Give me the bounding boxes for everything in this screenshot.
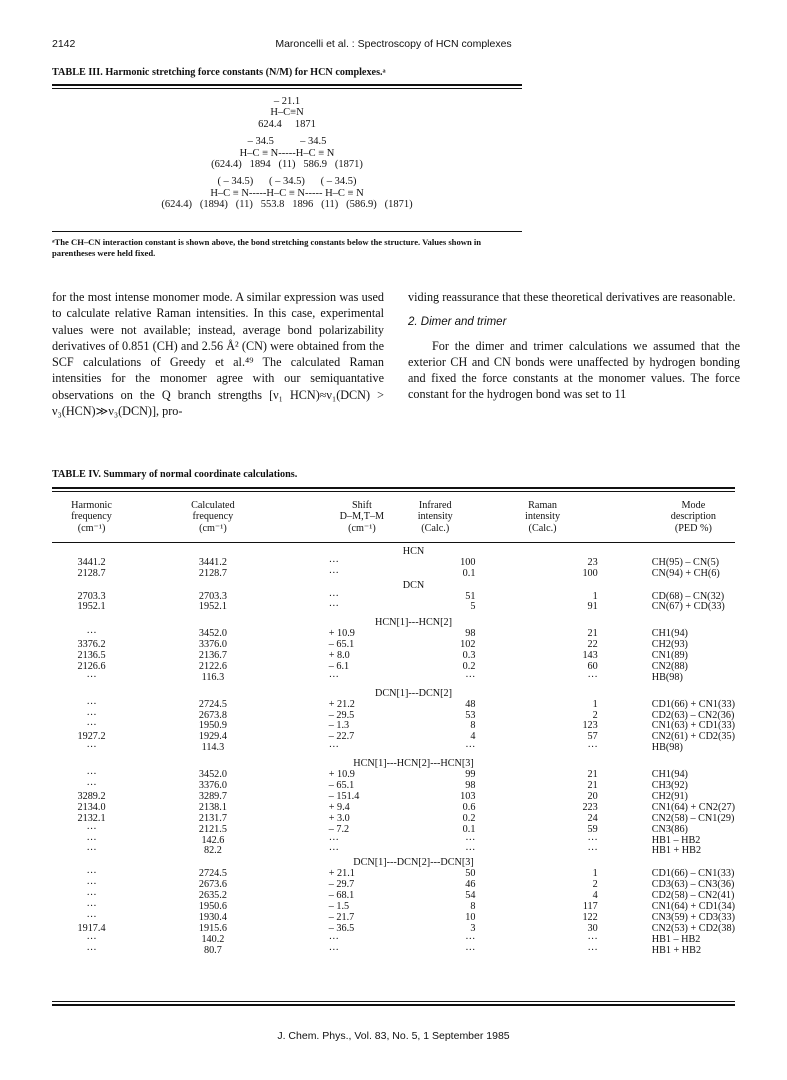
table-cell: 3376.0 — [198, 639, 227, 651]
table-cell: ··· — [465, 933, 476, 945]
table-cell: 2136.5 — [77, 650, 106, 662]
table-row — [52, 781, 735, 792]
table-cell: CH2(93) — [651, 639, 688, 651]
left-paragraph: for the most intense monomer mode. A similar expression was used to calculate relative Raman intensities. In this case, experimental values were not available; instead, average bond polarizability derivatives of 0.851 (CH) and 2.56 Å² (CN) were obtained from the SCF calculations of Greedy et al.⁴⁹ The calculated Raman intensities for the monomer agree with our semiquantative observations on the Q branch strengths [ν₁ HCN)≈ν₁(DCN) > ν₃(HCN)≫ν₃(DCN)], pro- — [52, 290, 384, 419]
table-row — [52, 640, 735, 651]
table-cell: – 7.2 — [328, 823, 350, 835]
table-cell: 46 — [465, 879, 476, 891]
table-cell: + 3.0 — [328, 812, 350, 824]
table3-bottom-rule — [52, 231, 522, 232]
table-cell: CD3(63) – CN3(36) — [651, 879, 735, 891]
table-cell: ··· — [587, 944, 598, 956]
struct-line: H–C ≡ N-----H–C ≡ N----- H–C ≡ N — [210, 187, 364, 199]
table-row — [52, 891, 735, 902]
table-cell: 0.3 — [462, 650, 476, 662]
table-cell: 2128.7 — [77, 567, 106, 579]
table-cell: 1927.2 — [77, 731, 106, 743]
table-cell: 2703.3 — [198, 590, 227, 602]
table-cell: 1929.4 — [198, 731, 227, 743]
table-cell: 223 — [582, 801, 598, 813]
struct-line: – 21.1 — [273, 96, 301, 107]
table-cell: 4 — [592, 890, 598, 902]
table4-header-cell: Harmonic frequency (cm⁻¹) — [71, 500, 112, 534]
table-cell: CD(68) – CN(32) — [651, 590, 725, 602]
table-cell: 2136.7 — [198, 650, 227, 662]
table-row — [52, 558, 735, 569]
table-row — [52, 592, 735, 603]
table-cell: 2 — [592, 709, 598, 721]
table4-bottom-rule-thick — [52, 1004, 735, 1006]
table-cell: 100 — [582, 567, 598, 579]
table-cell: 3289.7 — [198, 790, 227, 802]
table-cell: 0.2 — [462, 660, 476, 672]
table-cell: 22 — [587, 639, 598, 651]
table-cell: 2673.8 — [198, 709, 227, 721]
table-row — [52, 770, 735, 781]
right-paragraph-1: viding reassurance that these theoretical derivatives are reasonable. — [408, 290, 736, 304]
table-row — [52, 825, 735, 836]
table-cell: ··· — [86, 879, 97, 891]
table-cell: 10 — [465, 911, 476, 923]
table-cell: HB1 + HB2 — [651, 845, 702, 857]
table-cell: ··· — [86, 911, 97, 923]
table4-group-row — [52, 547, 735, 558]
table-cell: 24 — [587, 812, 598, 824]
table-cell: 2131.7 — [198, 812, 227, 824]
table-cell: 54 — [465, 890, 476, 902]
table-row — [52, 902, 735, 913]
table-cell: 2134.0 — [77, 801, 106, 813]
table-cell: CN(67) + CD(33) — [651, 601, 725, 613]
table-cell: 123 — [582, 720, 598, 732]
table4-group-row — [52, 857, 735, 869]
table-cell: – 29.7 — [328, 879, 355, 891]
table-cell: + 21.2 — [328, 698, 355, 710]
table4-caption: TABLE IV. Summary of normal coordinate calculations. — [52, 469, 298, 480]
table-cell: 4 — [470, 731, 476, 743]
table-cell: ··· — [86, 845, 97, 857]
table-cell: ··· — [328, 933, 339, 945]
table-cell: 3441.2 — [198, 556, 227, 568]
table-cell: ··· — [587, 845, 598, 857]
table-cell: 30 — [587, 922, 598, 934]
table-cell: + 8.0 — [328, 650, 350, 662]
table-cell: 8 — [470, 900, 476, 912]
table-cell: 1952.1 — [198, 601, 227, 613]
table-row — [52, 662, 735, 673]
table-cell: HB(98) — [651, 742, 683, 754]
table-cell: ··· — [328, 556, 339, 568]
table-cell: 53 — [465, 709, 476, 721]
table-cell: CD2(63) – CN2(36) — [651, 709, 735, 721]
table-cell: ··· — [86, 933, 97, 945]
table-cell: – 65.1 — [328, 780, 355, 792]
table-cell: 102 — [460, 639, 476, 651]
table-cell: ··· — [86, 823, 97, 835]
table-cell: 2138.1 — [198, 801, 227, 813]
table-row — [52, 721, 735, 732]
table-cell: 3289.2 — [77, 790, 106, 802]
table4 — [52, 500, 735, 957]
table-cell: ··· — [86, 720, 97, 732]
table-cell: + 10.9 — [328, 769, 355, 781]
running-title: Maroncelli et al. : Spectroscopy of HCN complexes — [275, 38, 512, 50]
table-cell: 3 — [470, 922, 476, 934]
table-cell: ··· — [86, 709, 97, 721]
group-title: HCN[1]---HCN[2]---HCN[3] — [353, 758, 474, 770]
left-column — [52, 289, 384, 419]
table-cell: ··· — [86, 890, 97, 902]
table-cell: 103 — [460, 790, 476, 802]
table-cell: ··· — [328, 671, 339, 683]
table-cell: ··· — [328, 944, 339, 956]
table-cell: ··· — [328, 834, 339, 846]
table-cell: 1917.4 — [77, 922, 106, 934]
table-cell: – 68.1 — [328, 890, 355, 902]
table-cell: ··· — [86, 780, 97, 792]
table4-group-row — [52, 758, 735, 770]
table-cell: 3376.0 — [198, 780, 227, 792]
table-cell: + 9.4 — [328, 801, 350, 813]
table-cell: 114.3 — [201, 742, 225, 754]
table-cell: – 65.1 — [328, 639, 355, 651]
table-cell: + 21.1 — [328, 868, 355, 880]
table-cell: ··· — [86, 834, 97, 846]
table-cell: 48 — [465, 698, 476, 710]
table-cell: 80.7 — [203, 944, 222, 956]
table3-footnote: ᵃThe CH–CN interaction constant is shown above, the bond stretching constants below the structure. Values shown in parentheses were held fixed. — [52, 237, 482, 258]
table-cell: ··· — [86, 742, 97, 754]
table-cell: ··· — [86, 698, 97, 710]
table4-header-cell: Infrared intensity (Calc.) — [417, 500, 453, 534]
table4-top-rule-thin — [52, 491, 735, 492]
table-cell: 98 — [465, 780, 476, 792]
table-cell: 140.2 — [201, 933, 225, 945]
table-cell: 1950.9 — [198, 720, 227, 732]
table-cell: 142.6 — [201, 834, 225, 846]
table-cell: 1952.1 — [77, 601, 106, 613]
table4-header-cell: Shift D–M,T–M (cm⁻¹) — [339, 500, 385, 534]
struct-line: (624.4) 1894 (11) 586.9 (1871) — [211, 159, 363, 171]
table4-header-row — [52, 500, 735, 542]
table4-top-rule — [52, 487, 735, 489]
table-cell: CN2(58) – CN1(29) — [651, 812, 735, 824]
table-cell: – 21.7 — [328, 911, 355, 923]
table-row — [52, 629, 735, 640]
table-cell: CN2(88) — [651, 660, 688, 672]
table-cell: ··· — [587, 834, 598, 846]
table4-header-cell: Mode description (PED %) — [670, 500, 716, 534]
table-cell: ··· — [587, 671, 598, 683]
table-cell: 2703.3 — [77, 590, 106, 602]
table-row — [52, 673, 735, 684]
table-row — [52, 846, 735, 857]
table-row — [52, 946, 735, 957]
table-cell: 3452.0 — [198, 769, 227, 781]
table-cell: 2126.6 — [77, 660, 106, 672]
table4-group-row — [52, 688, 735, 700]
table3-top-rule-thin — [52, 88, 522, 89]
struct-line: H–C ≡ N-----H–C ≡ N — [239, 147, 335, 159]
table-cell: 59 — [587, 823, 598, 835]
table-cell: – 6.1 — [328, 660, 350, 672]
group-title: DCN — [402, 579, 425, 591]
table-cell: 2 — [592, 879, 598, 891]
group-title: HCN[1]---HCN[2] — [375, 617, 452, 629]
table-cell: ··· — [587, 933, 598, 945]
table-cell: 3376.2 — [77, 639, 106, 651]
table-cell: 3441.2 — [77, 556, 106, 568]
table-cell: 122 — [582, 911, 598, 923]
table4-group-row — [52, 580, 735, 592]
right-column — [408, 289, 740, 403]
table-cell: 21 — [587, 769, 598, 781]
table-row — [52, 711, 735, 722]
table-row — [52, 880, 735, 891]
table-cell: 100 — [460, 556, 476, 568]
table-cell: CD1(66) + CN1(33) — [651, 698, 735, 710]
table-row — [52, 569, 735, 580]
table3-caption: TABLE III. Harmonic stretching force constants (N/M) for HCN complexes.ᵃ — [52, 67, 386, 78]
table-cell: 50 — [465, 868, 476, 880]
table-cell: CN(94) + CH(6) — [651, 567, 720, 579]
table-cell: 21 — [587, 780, 598, 792]
table-cell: 2132.1 — [77, 812, 106, 824]
table-cell: 116.3 — [201, 671, 225, 683]
table-cell: ··· — [328, 567, 339, 579]
table-row — [52, 803, 735, 814]
table-cell: 0.6 — [462, 801, 476, 813]
table-cell: 82.2 — [203, 845, 222, 857]
group-title: DCN[1]---DCN[2] — [375, 687, 452, 699]
table-cell: 23 — [587, 556, 598, 568]
table-cell: CH1(94) — [651, 769, 688, 781]
table-cell: CN1(63) + CD1(33) — [651, 720, 735, 732]
right-paragraph-2: For the dimer and trimer calculations we assumed that the exterior CH and CN bonds were unaffected by hydrogen bonding and fixed the force constants at the monomer values. The force constant for the hydrogen bond was set to 11 — [408, 338, 740, 402]
table-cell: ··· — [86, 900, 97, 912]
table-cell: – 1.3 — [328, 720, 350, 732]
table-cell: ··· — [465, 845, 476, 857]
table-row — [52, 814, 735, 825]
table-cell: 0.2 — [462, 812, 476, 824]
table-cell: CN1(64) + CN2(27) — [651, 801, 735, 813]
table-cell: 91 — [587, 601, 598, 613]
table-cell: 5 — [470, 601, 476, 613]
table-cell: 98 — [465, 628, 476, 640]
table-cell: 0.1 — [462, 823, 476, 835]
table-cell: ··· — [328, 742, 339, 754]
page-number: 2142 — [52, 38, 76, 50]
table-cell: – 29.5 — [328, 709, 355, 721]
table-row — [52, 836, 735, 847]
table-row — [52, 602, 735, 613]
table-cell: CH3(92) — [651, 780, 688, 792]
table3-top-rule — [52, 84, 522, 86]
section-heading: 2. Dimer and trimer — [408, 316, 507, 329]
table-cell: CN3(86) — [651, 823, 688, 835]
table-cell: HB1 – HB2 — [651, 933, 701, 945]
struct-line: (624.4) (1894) (11) 553.8 1896 (11) (586.9) (1871) — [161, 199, 413, 211]
table-row — [52, 743, 735, 754]
table-cell: 1 — [592, 590, 598, 602]
table-cell: 2635.2 — [198, 890, 227, 902]
table-cell: CN1(89) — [651, 650, 688, 662]
table-cell: 143 — [582, 650, 598, 662]
table-cell: + 10.9 — [328, 628, 355, 640]
table4-group-row — [52, 617, 735, 629]
table-cell: 57 — [587, 731, 598, 743]
table-cell: 1 — [592, 868, 598, 880]
table-cell: – 1.5 — [328, 900, 350, 912]
table-cell: CH(95) – CN(5) — [651, 556, 720, 568]
table-cell: 117 — [582, 900, 598, 912]
table4-header-cell: Raman intensity (Calc.) — [525, 500, 561, 534]
journal-footer: J. Chem. Phys., Vol. 83, No. 5, 1 September 1985 — [277, 1030, 510, 1042]
table-cell: – 151.4 — [328, 790, 360, 802]
table-cell: 2122.6 — [198, 660, 227, 672]
table-cell: CN3(59) + CD3(33) — [651, 911, 735, 923]
table-cell: CN2(53) + CD2(38) — [651, 922, 735, 934]
table-cell: 51 — [465, 590, 476, 602]
table-row — [52, 913, 735, 924]
table-cell: ··· — [328, 845, 339, 857]
table-cell: 20 — [587, 790, 598, 802]
table-cell: ··· — [465, 944, 476, 956]
table-row — [52, 935, 735, 946]
table-cell: 60 — [587, 660, 598, 672]
table-cell: ··· — [86, 944, 97, 956]
table-row — [52, 732, 735, 743]
table-cell: 1 — [592, 698, 598, 710]
table-cell: HB1 + HB2 — [651, 944, 702, 956]
table-row — [52, 924, 735, 935]
table-row — [52, 792, 735, 803]
table-cell: HB(98) — [651, 671, 683, 683]
table-cell: 0.1 — [462, 567, 476, 579]
table-cell: 3452.0 — [198, 628, 227, 640]
table-cell: CD1(66) – CN1(33) — [651, 868, 735, 880]
group-title: DCN[1]---DCN[2]---DCN[3] — [353, 857, 474, 869]
table-cell: 2128.7 — [198, 567, 227, 579]
table-cell: CH2(91) — [651, 790, 688, 802]
table-cell: ··· — [587, 742, 598, 754]
table-cell: CN2(61) + CD2(35) — [651, 731, 735, 743]
table-cell: CD2(58) – CN2(41) — [651, 890, 735, 902]
table-row — [52, 651, 735, 662]
table4-bottom-rule — [52, 1001, 735, 1002]
struct-line: ( – 34.5) ( – 34.5) ( – 34.5) — [217, 176, 357, 188]
table-cell: 1930.4 — [198, 911, 227, 923]
table-cell: ··· — [328, 590, 339, 602]
table-cell: ··· — [465, 671, 476, 683]
table-cell: CN1(64) + CD1(34) — [651, 900, 735, 912]
table-cell: ··· — [86, 671, 97, 683]
table-cell: 1915.6 — [198, 922, 227, 934]
table-cell: ··· — [465, 742, 476, 754]
struct-line: – 34.5 – 34.5 — [247, 136, 327, 148]
table-cell: 8 — [470, 720, 476, 732]
table-cell: ··· — [86, 868, 97, 880]
table-row — [52, 869, 735, 880]
table-cell: 2724.5 — [198, 868, 227, 880]
table-cell: ··· — [86, 628, 97, 640]
table3-structures — [52, 96, 522, 211]
struct-line: 624.4 1871 — [258, 118, 316, 130]
table-cell: ··· — [86, 769, 97, 781]
table-cell: – 36.5 — [328, 922, 355, 934]
table-cell: – 22.7 — [328, 731, 355, 743]
table-cell: 21 — [587, 628, 598, 640]
table-cell: 2673.6 — [198, 879, 227, 891]
table4-header-cell: Calculated frequency (cm⁻¹) — [191, 500, 235, 534]
table-cell: 1950.6 — [198, 900, 227, 912]
table-cell: ··· — [328, 601, 339, 613]
table-cell: 99 — [465, 769, 476, 781]
table-cell: 2724.5 — [198, 698, 227, 710]
table-cell: ··· — [465, 834, 476, 846]
table-cell: 2121.5 — [198, 823, 227, 835]
table-cell: CH1(94) — [651, 628, 688, 640]
table-row — [52, 700, 735, 711]
table-cell: HB1 – HB2 — [651, 834, 701, 846]
struct-line: H–C≡N — [270, 107, 304, 119]
group-title: HCN — [402, 545, 425, 557]
